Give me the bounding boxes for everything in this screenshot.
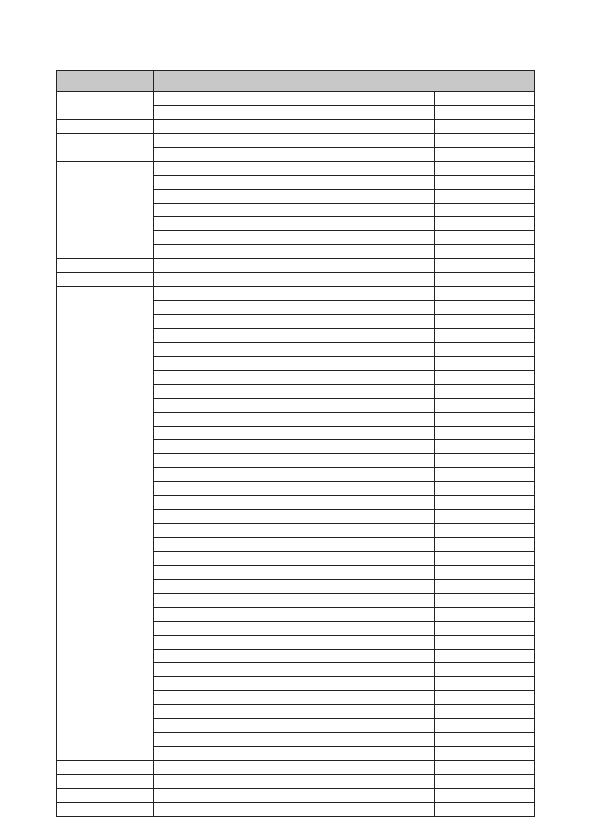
korean-name-cell xyxy=(435,579,535,593)
scientific-name-cell xyxy=(154,593,435,607)
table-row xyxy=(57,761,535,775)
korean-name-cell xyxy=(435,245,535,259)
scientific-name-cell xyxy=(154,579,435,593)
korean-name-cell xyxy=(435,370,535,384)
korean-name-cell xyxy=(435,119,535,133)
scientific-name-cell xyxy=(154,538,435,552)
table-body xyxy=(57,92,535,817)
scientific-name-cell xyxy=(154,454,435,468)
korean-name-cell xyxy=(435,398,535,412)
family-cell xyxy=(57,161,154,259)
family-cell xyxy=(57,287,154,761)
korean-name-cell xyxy=(435,203,535,217)
scientific-name-cell xyxy=(154,203,435,217)
scientific-name-cell xyxy=(154,440,435,454)
korean-name-cell xyxy=(435,105,535,119)
scientific-name-cell xyxy=(154,217,435,231)
table-row xyxy=(57,802,535,816)
scientific-name-cell xyxy=(154,92,435,106)
korean-name-cell xyxy=(435,747,535,761)
family-cell xyxy=(57,119,154,133)
scientific-name-cell xyxy=(154,189,435,203)
table-row xyxy=(57,92,535,106)
korean-name-cell xyxy=(435,217,535,231)
table-row xyxy=(57,133,535,147)
korean-name-cell xyxy=(435,788,535,802)
scientific-name-cell xyxy=(154,468,435,482)
scientific-name-cell xyxy=(154,761,435,775)
scientific-name-cell xyxy=(154,621,435,635)
scientific-name-cell xyxy=(154,733,435,747)
scientific-name-cell xyxy=(154,607,435,621)
korean-name-cell xyxy=(435,147,535,161)
korean-name-cell xyxy=(435,719,535,733)
korean-name-cell xyxy=(435,273,535,287)
scientific-name-cell xyxy=(154,426,435,440)
korean-name-cell xyxy=(435,468,535,482)
scientific-name-cell xyxy=(154,649,435,663)
scientific-name-cell xyxy=(154,356,435,370)
korean-name-cell xyxy=(435,301,535,315)
scientific-name-cell xyxy=(154,119,435,133)
family-cell xyxy=(57,802,154,816)
korean-name-cell xyxy=(435,649,535,663)
scientific-name-cell xyxy=(154,482,435,496)
scientific-name-cell xyxy=(154,287,435,301)
korean-name-cell xyxy=(435,287,535,301)
korean-name-cell xyxy=(435,677,535,691)
korean-name-cell xyxy=(435,510,535,524)
korean-name-cell xyxy=(435,538,535,552)
scientific-name-cell xyxy=(154,105,435,119)
korean-name-cell xyxy=(435,551,535,565)
scientific-name-cell xyxy=(154,175,435,189)
table-row xyxy=(57,161,535,175)
scientific-name-cell xyxy=(154,719,435,733)
korean-name-cell xyxy=(435,315,535,329)
korean-name-cell xyxy=(435,426,535,440)
family-cell xyxy=(57,92,154,120)
species-table xyxy=(56,70,535,817)
table-row xyxy=(57,119,535,133)
korean-name-cell xyxy=(435,454,535,468)
korean-name-cell xyxy=(435,621,535,635)
korean-name-cell xyxy=(435,440,535,454)
family-cell xyxy=(57,774,154,788)
korean-name-cell xyxy=(435,412,535,426)
korean-name-cell xyxy=(435,635,535,649)
korean-name-cell xyxy=(435,259,535,273)
korean-name-cell xyxy=(435,593,535,607)
scientific-name-cell xyxy=(154,705,435,719)
scientific-name-cell xyxy=(154,412,435,426)
scientific-name-cell xyxy=(154,565,435,579)
family-cell xyxy=(57,259,154,273)
korean-name-cell xyxy=(435,705,535,719)
scientific-name-cell xyxy=(154,774,435,788)
header-scientific-korean-name xyxy=(154,71,535,92)
scientific-name-cell xyxy=(154,273,435,287)
korean-name-cell xyxy=(435,482,535,496)
korean-name-cell xyxy=(435,384,535,398)
korean-name-cell xyxy=(435,356,535,370)
korean-name-cell xyxy=(435,607,535,621)
korean-name-cell xyxy=(435,189,535,203)
korean-name-cell xyxy=(435,231,535,245)
korean-name-cell xyxy=(435,565,535,579)
family-cell xyxy=(57,133,154,161)
scientific-name-cell xyxy=(154,328,435,342)
scientific-name-cell xyxy=(154,398,435,412)
scientific-name-cell xyxy=(154,315,435,329)
scientific-name-cell xyxy=(154,259,435,273)
scientific-name-cell xyxy=(154,551,435,565)
scientific-name-cell xyxy=(154,384,435,398)
korean-name-cell xyxy=(435,524,535,538)
family-cell xyxy=(57,273,154,287)
scientific-name-cell xyxy=(154,301,435,315)
table-row xyxy=(57,259,535,273)
korean-name-cell xyxy=(435,342,535,356)
korean-name-cell xyxy=(435,328,535,342)
korean-name-cell xyxy=(435,691,535,705)
table-row xyxy=(57,287,535,301)
table-row xyxy=(57,273,535,287)
scientific-name-cell xyxy=(154,663,435,677)
scientific-name-cell xyxy=(154,231,435,245)
scientific-name-cell xyxy=(154,133,435,147)
scientific-name-cell xyxy=(154,524,435,538)
scientific-name-cell xyxy=(154,496,435,510)
scientific-name-cell xyxy=(154,635,435,649)
family-cell xyxy=(57,761,154,775)
korean-name-cell xyxy=(435,92,535,106)
scientific-name-cell xyxy=(154,677,435,691)
scientific-name-cell xyxy=(154,747,435,761)
table-header-row xyxy=(57,71,535,92)
scientific-name-cell xyxy=(154,788,435,802)
table-row xyxy=(57,774,535,788)
scientific-name-cell xyxy=(154,342,435,356)
table-row xyxy=(57,788,535,802)
korean-name-cell xyxy=(435,774,535,788)
header-family xyxy=(57,71,154,92)
korean-name-cell xyxy=(435,161,535,175)
korean-name-cell xyxy=(435,133,535,147)
scientific-name-cell xyxy=(154,802,435,816)
scientific-name-cell xyxy=(154,370,435,384)
scientific-name-cell xyxy=(154,691,435,705)
korean-name-cell xyxy=(435,175,535,189)
scientific-name-cell xyxy=(154,161,435,175)
scientific-name-cell xyxy=(154,245,435,259)
korean-name-cell xyxy=(435,733,535,747)
korean-name-cell xyxy=(435,802,535,816)
korean-name-cell xyxy=(435,496,535,510)
korean-name-cell xyxy=(435,663,535,677)
scientific-name-cell xyxy=(154,510,435,524)
korean-name-cell xyxy=(435,761,535,775)
family-cell xyxy=(57,788,154,802)
scientific-name-cell xyxy=(154,147,435,161)
